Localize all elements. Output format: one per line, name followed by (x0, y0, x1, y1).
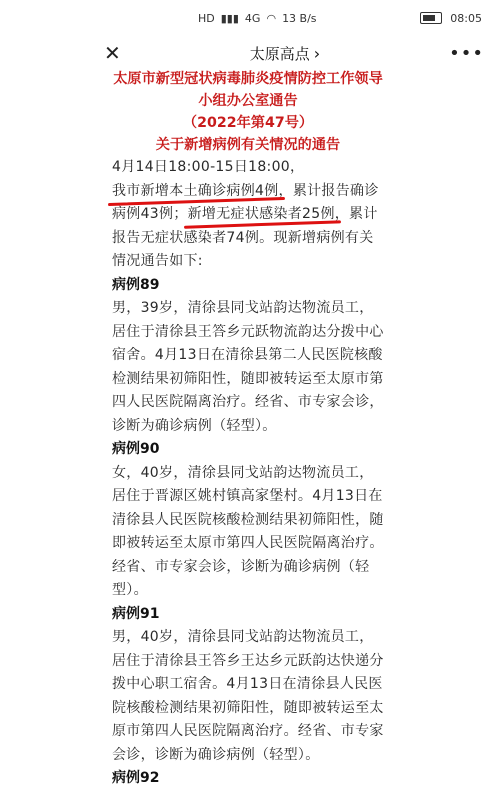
chevron-right-icon: › (313, 43, 321, 63)
carrier-label: HD (198, 11, 215, 25)
article-body (112, 68, 384, 791)
network-type: 4G (244, 11, 261, 25)
case-title: 病例91 (112, 605, 160, 622)
intro-date: 4月14日18:00-15日18:00， (112, 159, 305, 175)
case-title: 病例89 (112, 276, 160, 293)
nav-title-button[interactable] (250, 43, 320, 64)
case-text: 男，39岁，清徐县同戈站韵达物流员工，居住于清徐县王答乡元跃物流韵达分拨中心宿舍。4月13日在清徐县第二人民医院核酸检测结果初筛阳性，随即被转运至太原市第四人民医院隔离治疗。经省、市专家会诊，诊断为确诊病例（轻型）。 (112, 300, 384, 434)
status-right (420, 12, 482, 25)
case-title: 病例92 (112, 770, 160, 786)
headline-subtitle: 关于新增病例有关情况的通告 (155, 137, 341, 153)
intro-paragraph (112, 156, 384, 274)
status-indicators (198, 12, 317, 25)
intro-total-confirmed: ，累计报告确诊病例43例； (112, 182, 379, 222)
nav-title: 太原高点 (249, 44, 310, 63)
close-icon[interactable]: ✕ (104, 41, 121, 65)
status-bar (0, 0, 500, 36)
headline-number: （2022年第47号） (182, 115, 314, 131)
highlight-new-asymptomatic: 新增无症状感染者25例 (187, 206, 335, 222)
speed-readout: 13 B/s (282, 11, 317, 25)
intro-total-asymptomatic: ，累计报告无症状感染者74例。现新增病例有关情况通告如下: (112, 206, 378, 269)
more-icon[interactable]: ••• (449, 42, 484, 64)
signal-icon: ▮▮▮ (220, 11, 239, 25)
case-text: 女，40岁，清徐县同戈站韵达物流员工，居住于晋源区姚村镇高家堡村。4月13日在清徐县人民医院核酸检测结果初筛阳性，随即被转运至太原市第四人民医院隔离治疗。经省、市专家会诊，诊断为确诊病例（轻型）。 (112, 464, 384, 598)
clock: 08:05 (450, 11, 482, 25)
headline-title: 太原市新型冠状病毒肺炎疫情防控工作领导小组办公室通告 (113, 71, 383, 109)
nav-bar (0, 36, 500, 70)
battery-icon (420, 12, 442, 24)
case-text: 男，40岁，清徐县同戈站韵达物流员工，居住于清徐县王答乡王达乡元跃韵达快递分拨中心职工宿舍。4月13日在清徐县人民医院核酸检测结果初筛阳性，随即被转运至太原市第四人民医院隔离治疗。经省、市专家会诊，诊断为确诊病例（轻型）。 (112, 629, 384, 763)
highlight-new-confirmed: 我市新增本土确诊病例4例 (112, 182, 279, 199)
case-title: 病例90 (112, 441, 160, 457)
wifi-icon: ◠ (266, 11, 277, 25)
